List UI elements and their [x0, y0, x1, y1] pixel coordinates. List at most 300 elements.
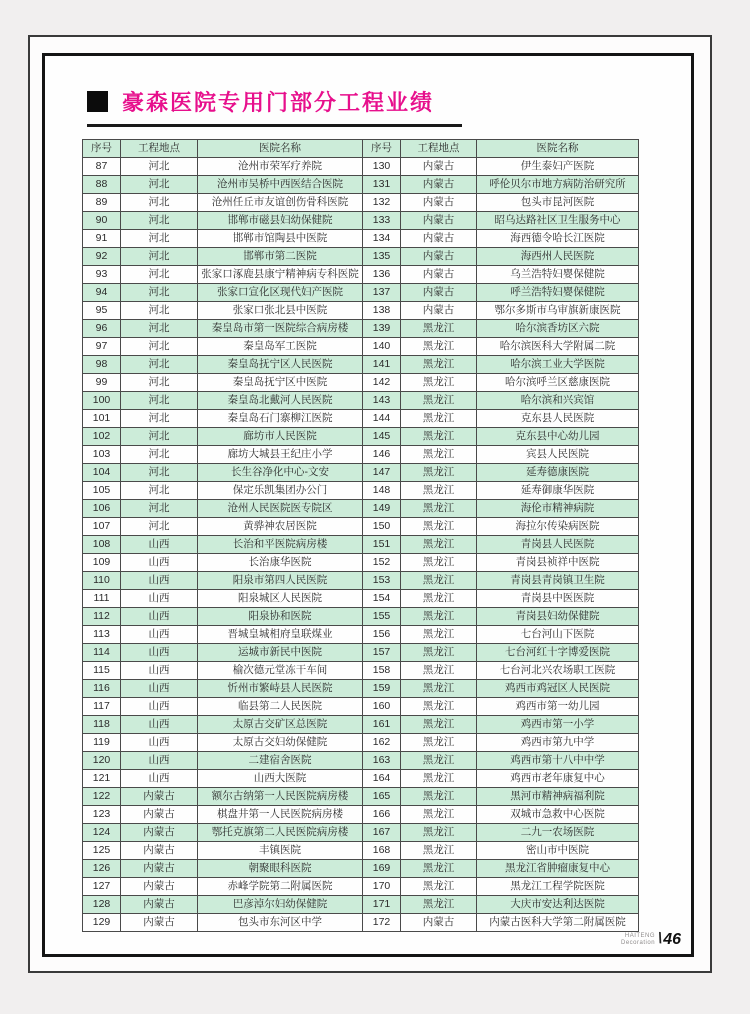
cell-location: 河北: [121, 518, 198, 536]
cell-hospital: 鄂尔多斯市乌审旗新康医院: [477, 302, 639, 320]
cell-hospital: 秦皇岛军工医院: [198, 338, 363, 356]
cell-seq: 150: [363, 518, 401, 536]
cell-seq: 171: [363, 896, 401, 914]
cell-location: 河北: [121, 320, 198, 338]
cell-seq: 95: [83, 302, 121, 320]
cell-location: 黑龙江: [401, 464, 477, 482]
cell-location: 黑龙江: [401, 698, 477, 716]
cell-hospital: 太原古交矿区总医院: [198, 716, 363, 734]
table-row: [83, 158, 639, 176]
cell-hospital: 秦皇岛市第一医院综合病房楼: [198, 320, 363, 338]
cell-location: 黑龙江: [401, 806, 477, 824]
cell-seq: 110: [83, 572, 121, 590]
cell-seq: 133: [363, 212, 401, 230]
cell-seq: 87: [83, 158, 121, 176]
cell-hospital: 宾县人民医院: [477, 446, 639, 464]
cell-seq: 158: [363, 662, 401, 680]
cell-seq: 123: [83, 806, 121, 824]
cell-location: 河北: [121, 428, 198, 446]
cell-location: 黑龙江: [401, 554, 477, 572]
cell-hospital: 鸡西市第一小学: [477, 716, 639, 734]
cell-hospital: 大庆市安达利达医院: [477, 896, 639, 914]
cell-seq: 164: [363, 770, 401, 788]
cell-seq: 155: [363, 608, 401, 626]
cell-hospital: 昭乌达路社区卫生服务中心: [477, 212, 639, 230]
column-header: 医院名称: [198, 140, 363, 158]
cell-location: 山西: [121, 770, 198, 788]
cell-seq: 168: [363, 842, 401, 860]
cell-hospital: 忻州市繁峙县人民医院: [198, 680, 363, 698]
cell-hospital: 黄骅神农居医院: [198, 518, 363, 536]
cell-hospital: 鸡西市鸡冠区人民医院: [477, 680, 639, 698]
cell-seq: 148: [363, 482, 401, 500]
cell-location: 黑龙江: [401, 752, 477, 770]
cell-seq: 119: [83, 734, 121, 752]
table-row: [83, 896, 639, 914]
cell-hospital: 鸡西市老年康复中心: [477, 770, 639, 788]
cell-seq: 142: [363, 374, 401, 392]
cell-hospital: 朝聚眼科医院: [198, 860, 363, 878]
cell-seq: 146: [363, 446, 401, 464]
cell-hospital: 七台河北兴农场职工医院: [477, 662, 639, 680]
cell-location: 黑龙江: [401, 338, 477, 356]
cell-hospital: 二建宿舍医院: [198, 752, 363, 770]
cell-location: 黑龙江: [401, 896, 477, 914]
cell-seq: 115: [83, 662, 121, 680]
cell-location: 山西: [121, 554, 198, 572]
cell-hospital: 哈尔滨和兴宾馆: [477, 392, 639, 410]
cell-location: 内蒙古: [401, 284, 477, 302]
cell-hospital: 巴彦淖尔妇幼保健院: [198, 896, 363, 914]
page-footer: [621, 930, 681, 949]
cell-seq: 92: [83, 248, 121, 266]
cell-hospital: 延寿德康医院: [477, 464, 639, 482]
cell-seq: 136: [363, 266, 401, 284]
cell-location: 内蒙古: [401, 302, 477, 320]
cell-hospital: 长治和平医院病房楼: [198, 536, 363, 554]
page-number: 46: [663, 930, 681, 948]
cell-location: 河北: [121, 212, 198, 230]
table-row: [83, 176, 639, 194]
cell-location: 内蒙古: [121, 878, 198, 896]
cell-seq: 127: [83, 878, 121, 896]
cell-hospital: 乌兰浩特妇婴保健院: [477, 266, 639, 284]
cell-seq: 94: [83, 284, 121, 302]
cell-location: 山西: [121, 608, 198, 626]
brand-line2: Decoration: [621, 939, 656, 946]
column-header: 工程地点: [401, 140, 477, 158]
cell-seq: 132: [363, 194, 401, 212]
cell-hospital: 鄂托克旗第二人民医院病房楼: [198, 824, 363, 842]
inner-page-frame: [42, 53, 694, 957]
cell-hospital: 鸡西市第一幼儿园: [477, 698, 639, 716]
cell-seq: 116: [83, 680, 121, 698]
cell-hospital: 呼伦贝尔市地方病防治研究所: [477, 176, 639, 194]
table-row: [83, 716, 639, 734]
cell-hospital: 长治康华医院: [198, 554, 363, 572]
table-row: [83, 266, 639, 284]
cell-location: 黑龙江: [401, 518, 477, 536]
cell-hospital: 哈尔滨香坊区六院: [477, 320, 639, 338]
cell-hospital: 秦皇岛石门寨柳江医院: [198, 410, 363, 428]
cell-location: 内蒙古: [121, 806, 198, 824]
cell-location: 河北: [121, 266, 198, 284]
cell-location: 山西: [121, 572, 198, 590]
cell-location: 河北: [121, 392, 198, 410]
cell-location: 内蒙古: [401, 158, 477, 176]
cell-location: 河北: [121, 248, 198, 266]
cell-hospital: 鸡西市第九中学: [477, 734, 639, 752]
table-row: [83, 356, 639, 374]
cell-hospital: 包头市昆河医院: [477, 194, 639, 212]
table-row: [83, 698, 639, 716]
cell-hospital: 额尔古纳第一人民医院病房楼: [198, 788, 363, 806]
cell-location: 黑龙江: [401, 500, 477, 518]
cell-location: 山西: [121, 644, 198, 662]
cell-seq: 102: [83, 428, 121, 446]
cell-location: 黑龙江: [401, 428, 477, 446]
cell-location: 黑龙江: [401, 374, 477, 392]
cell-seq: 143: [363, 392, 401, 410]
cell-seq: 144: [363, 410, 401, 428]
cell-location: 黑龙江: [401, 680, 477, 698]
cell-location: 内蒙古: [401, 248, 477, 266]
title-bullet-square: [87, 91, 108, 112]
cell-location: 河北: [121, 194, 198, 212]
cell-seq: 160: [363, 698, 401, 716]
cell-hospital: 黑龙江工程学院医院: [477, 878, 639, 896]
cell-hospital: 邯郸市馆陶县中医院: [198, 230, 363, 248]
brand-mark: [621, 933, 655, 947]
cell-hospital: 阳泉协和医院: [198, 608, 363, 626]
cell-seq: 159: [363, 680, 401, 698]
cell-location: 内蒙古: [121, 842, 198, 860]
cell-location: 黑龙江: [401, 824, 477, 842]
cell-seq: 152: [363, 554, 401, 572]
cell-seq: 162: [363, 734, 401, 752]
table-row: [83, 392, 639, 410]
cell-hospital: 七台河山下医院: [477, 626, 639, 644]
cell-location: 河北: [121, 374, 198, 392]
cell-location: 黑龙江: [401, 482, 477, 500]
cell-seq: 91: [83, 230, 121, 248]
cell-hospital: 廊坊大城县王纪庄小学: [198, 446, 363, 464]
cell-seq: 170: [363, 878, 401, 896]
cell-seq: 108: [83, 536, 121, 554]
cell-hospital: 哈尔滨医科大学附属二院: [477, 338, 639, 356]
cell-location: 黑龙江: [401, 788, 477, 806]
table-row: [83, 806, 639, 824]
cell-seq: 117: [83, 698, 121, 716]
cell-seq: 169: [363, 860, 401, 878]
cell-hospital: 沧州人民医院医专院区: [198, 500, 363, 518]
cell-seq: 111: [83, 590, 121, 608]
cell-hospital: 沧州市吴桥中西医结合医院: [198, 176, 363, 194]
table-row: [83, 338, 639, 356]
cell-hospital: 秦皇岛北戴河人民医院: [198, 392, 363, 410]
cell-location: 河北: [121, 410, 198, 428]
cell-seq: 100: [83, 392, 121, 410]
cell-location: 黑龙江: [401, 770, 477, 788]
cell-seq: 134: [363, 230, 401, 248]
cell-seq: 140: [363, 338, 401, 356]
cell-hospital: 阳泉市第四人民医院: [198, 572, 363, 590]
cell-seq: 88: [83, 176, 121, 194]
cell-hospital: 晋城皇城相府皇联煤业: [198, 626, 363, 644]
cell-hospital: 青岗县祯祥中医院: [477, 554, 639, 572]
cell-location: 河北: [121, 464, 198, 482]
column-header: 医院名称: [477, 140, 639, 158]
cell-hospital: 海伦市精神病院: [477, 500, 639, 518]
cell-seq: 172: [363, 914, 401, 932]
cell-seq: 124: [83, 824, 121, 842]
cell-seq: 107: [83, 518, 121, 536]
cell-hospital: 丰镇医院: [198, 842, 363, 860]
cell-seq: 161: [363, 716, 401, 734]
cell-hospital: 海西德令哈长江医院: [477, 230, 639, 248]
cell-hospital: 青岗县人民医院: [477, 536, 639, 554]
cell-hospital: 七台河红十字博爱医院: [477, 644, 639, 662]
cell-hospital: 克东县中心幼儿园: [477, 428, 639, 446]
cell-location: 河北: [121, 284, 198, 302]
cell-seq: 128: [83, 896, 121, 914]
cell-hospital: 黑河市精神病福利院: [477, 788, 639, 806]
cell-seq: 130: [363, 158, 401, 176]
table-row: [83, 590, 639, 608]
table-row: [83, 536, 639, 554]
cell-location: 山西: [121, 752, 198, 770]
cell-hospital: 克东县人民医院: [477, 410, 639, 428]
cell-location: 黑龙江: [401, 662, 477, 680]
cell-location: 内蒙古: [121, 788, 198, 806]
column-header: 序号: [363, 140, 401, 158]
outer-page-frame: [28, 35, 712, 973]
cell-location: 河北: [121, 158, 198, 176]
cell-seq: 167: [363, 824, 401, 842]
cell-seq: 157: [363, 644, 401, 662]
cell-hospital: 呼兰浩特妇婴保健院: [477, 284, 639, 302]
table-row: [83, 320, 639, 338]
cell-hospital: 张家口张北县中医院: [198, 302, 363, 320]
cell-seq: 156: [363, 626, 401, 644]
cell-seq: 141: [363, 356, 401, 374]
cell-hospital: 张家口涿鹿县康宁精神病专科医院: [198, 266, 363, 284]
table-row: [83, 428, 639, 446]
cell-location: 黑龙江: [401, 716, 477, 734]
cell-location: 河北: [121, 500, 198, 518]
cell-location: 内蒙古: [121, 914, 198, 932]
cell-hospital: 廊坊市人民医院: [198, 428, 363, 446]
cell-seq: 125: [83, 842, 121, 860]
cell-hospital: 青岗县青岗镇卫生院: [477, 572, 639, 590]
cell-location: 黑龙江: [401, 878, 477, 896]
table-row: [83, 284, 639, 302]
cell-seq: 99: [83, 374, 121, 392]
cell-seq: 114: [83, 644, 121, 662]
cell-location: 黑龙江: [401, 608, 477, 626]
cell-hospital: 二九一农场医院: [477, 824, 639, 842]
cell-seq: 93: [83, 266, 121, 284]
cell-hospital: 海拉尔传染病医院: [477, 518, 639, 536]
cell-hospital: 阳泉城区人民医院: [198, 590, 363, 608]
cell-hospital: 运城市新民中医院: [198, 644, 363, 662]
cell-seq: 106: [83, 500, 121, 518]
cell-seq: 109: [83, 554, 121, 572]
table-row: [83, 482, 639, 500]
cell-hospital: 青岗县妇幼保健院: [477, 608, 639, 626]
cell-location: 山西: [121, 662, 198, 680]
cell-hospital: 青岗县中医医院: [477, 590, 639, 608]
table-row: [83, 734, 639, 752]
projects-table: [82, 139, 639, 932]
cell-location: 内蒙古: [401, 212, 477, 230]
cell-location: 山西: [121, 590, 198, 608]
table-row: [83, 554, 639, 572]
cell-hospital: 秦皇岛抚宁区中医院: [198, 374, 363, 392]
cell-hospital: 棋盘井第一人民医院病房楼: [198, 806, 363, 824]
table-row: [83, 680, 639, 698]
cell-seq: 147: [363, 464, 401, 482]
table-row: [83, 572, 639, 590]
table-row: [83, 194, 639, 212]
cell-hospital: 沧州任丘市友谊创伤骨科医院: [198, 194, 363, 212]
cell-seq: 118: [83, 716, 121, 734]
table-row: [83, 788, 639, 806]
cell-location: 内蒙古: [401, 194, 477, 212]
cell-location: 内蒙古: [401, 914, 477, 932]
table-row: [83, 410, 639, 428]
cell-hospital: 赤峰学院第二附属医院: [198, 878, 363, 896]
cell-location: 黑龙江: [401, 446, 477, 464]
cell-hospital: 延寿御康华医院: [477, 482, 639, 500]
table-row: [83, 518, 639, 536]
page-title-block: [87, 86, 462, 127]
table-row: [83, 860, 639, 878]
cell-seq: 104: [83, 464, 121, 482]
table-row: [83, 752, 639, 770]
table-header-row: [83, 140, 639, 158]
table-row: [83, 446, 639, 464]
cell-seq: 151: [363, 536, 401, 554]
cell-seq: 96: [83, 320, 121, 338]
cell-seq: 121: [83, 770, 121, 788]
cell-seq: 101: [83, 410, 121, 428]
table-row: [83, 914, 639, 932]
cell-location: 山西: [121, 716, 198, 734]
cell-hospital: 密山市中医院: [477, 842, 639, 860]
cell-hospital: 邯郸市磁县妇幼保健院: [198, 212, 363, 230]
cell-seq: 122: [83, 788, 121, 806]
cell-location: 黑龙江: [401, 842, 477, 860]
table-row: [83, 824, 639, 842]
cell-hospital: 哈尔滨工业大学医院: [477, 356, 639, 374]
table-row: [83, 878, 639, 896]
table-row: [83, 230, 639, 248]
cell-location: 黑龙江: [401, 626, 477, 644]
table-row: [83, 464, 639, 482]
cell-seq: 126: [83, 860, 121, 878]
cell-location: 内蒙古: [401, 176, 477, 194]
cell-location: 山西: [121, 536, 198, 554]
cell-hospital: 山西大医院: [198, 770, 363, 788]
cell-location: 河北: [121, 302, 198, 320]
table-row: [83, 374, 639, 392]
cell-location: 黑龙江: [401, 734, 477, 752]
cell-location: 黑龙江: [401, 572, 477, 590]
column-header: 序号: [83, 140, 121, 158]
cell-location: 黑龙江: [401, 410, 477, 428]
table-row: [83, 608, 639, 626]
cell-location: 黑龙江: [401, 320, 477, 338]
cell-seq: 154: [363, 590, 401, 608]
cell-seq: 105: [83, 482, 121, 500]
cell-seq: 97: [83, 338, 121, 356]
cell-location: 黑龙江: [401, 356, 477, 374]
page-title: 豪森医院专用门部分工程业绩: [122, 90, 435, 115]
cell-hospital: 长生谷净化中心-文安: [198, 464, 363, 482]
table-row: [83, 842, 639, 860]
cell-location: 河北: [121, 356, 198, 374]
table-row: [83, 248, 639, 266]
cell-hospital: 哈尔滨呼兰区慈康医院: [477, 374, 639, 392]
cell-location: 河北: [121, 338, 198, 356]
cell-seq: 129: [83, 914, 121, 932]
cell-location: 黑龙江: [401, 860, 477, 878]
cell-location: 山西: [121, 626, 198, 644]
cell-seq: 98: [83, 356, 121, 374]
cell-seq: 113: [83, 626, 121, 644]
cell-seq: 89: [83, 194, 121, 212]
cell-seq: 138: [363, 302, 401, 320]
cell-location: 河北: [121, 230, 198, 248]
cell-hospital: 榆次德元堂冻干车间: [198, 662, 363, 680]
cell-location: 内蒙古: [401, 266, 477, 284]
cell-seq: 166: [363, 806, 401, 824]
cell-seq: 90: [83, 212, 121, 230]
cell-location: 内蒙古: [401, 230, 477, 248]
cell-hospital: 临县第二人民医院: [198, 698, 363, 716]
table-row: [83, 770, 639, 788]
cell-hospital: 鸡西市第十八中中学: [477, 752, 639, 770]
cell-hospital: 海西州人民医院: [477, 248, 639, 266]
table-row: [83, 644, 639, 662]
cell-location: 山西: [121, 680, 198, 698]
cell-hospital: 秦皇岛抚宁区人民医院: [198, 356, 363, 374]
table-row: [83, 662, 639, 680]
table-row: [83, 212, 639, 230]
cell-hospital: 双城市急救中心医院: [477, 806, 639, 824]
cell-location: 黑龙江: [401, 392, 477, 410]
cell-seq: 149: [363, 500, 401, 518]
cell-location: 内蒙古: [121, 896, 198, 914]
cell-hospital: 包头市东河区中学: [198, 914, 363, 932]
projects-table-body: [83, 158, 639, 932]
cell-seq: 165: [363, 788, 401, 806]
cell-location: 内蒙古: [121, 860, 198, 878]
cell-hospital: 伊生泰妇产医院: [477, 158, 639, 176]
table-row: [83, 500, 639, 518]
cell-location: 河北: [121, 176, 198, 194]
cell-seq: 139: [363, 320, 401, 338]
cell-hospital: 保定乐凯集团办公门: [198, 482, 363, 500]
cell-location: 黑龙江: [401, 536, 477, 554]
cell-location: 内蒙古: [121, 824, 198, 842]
cell-seq: 163: [363, 752, 401, 770]
footer-slash-mark: \: [656, 929, 664, 948]
cell-seq: 153: [363, 572, 401, 590]
cell-location: 河北: [121, 482, 198, 500]
cell-seq: 131: [363, 176, 401, 194]
